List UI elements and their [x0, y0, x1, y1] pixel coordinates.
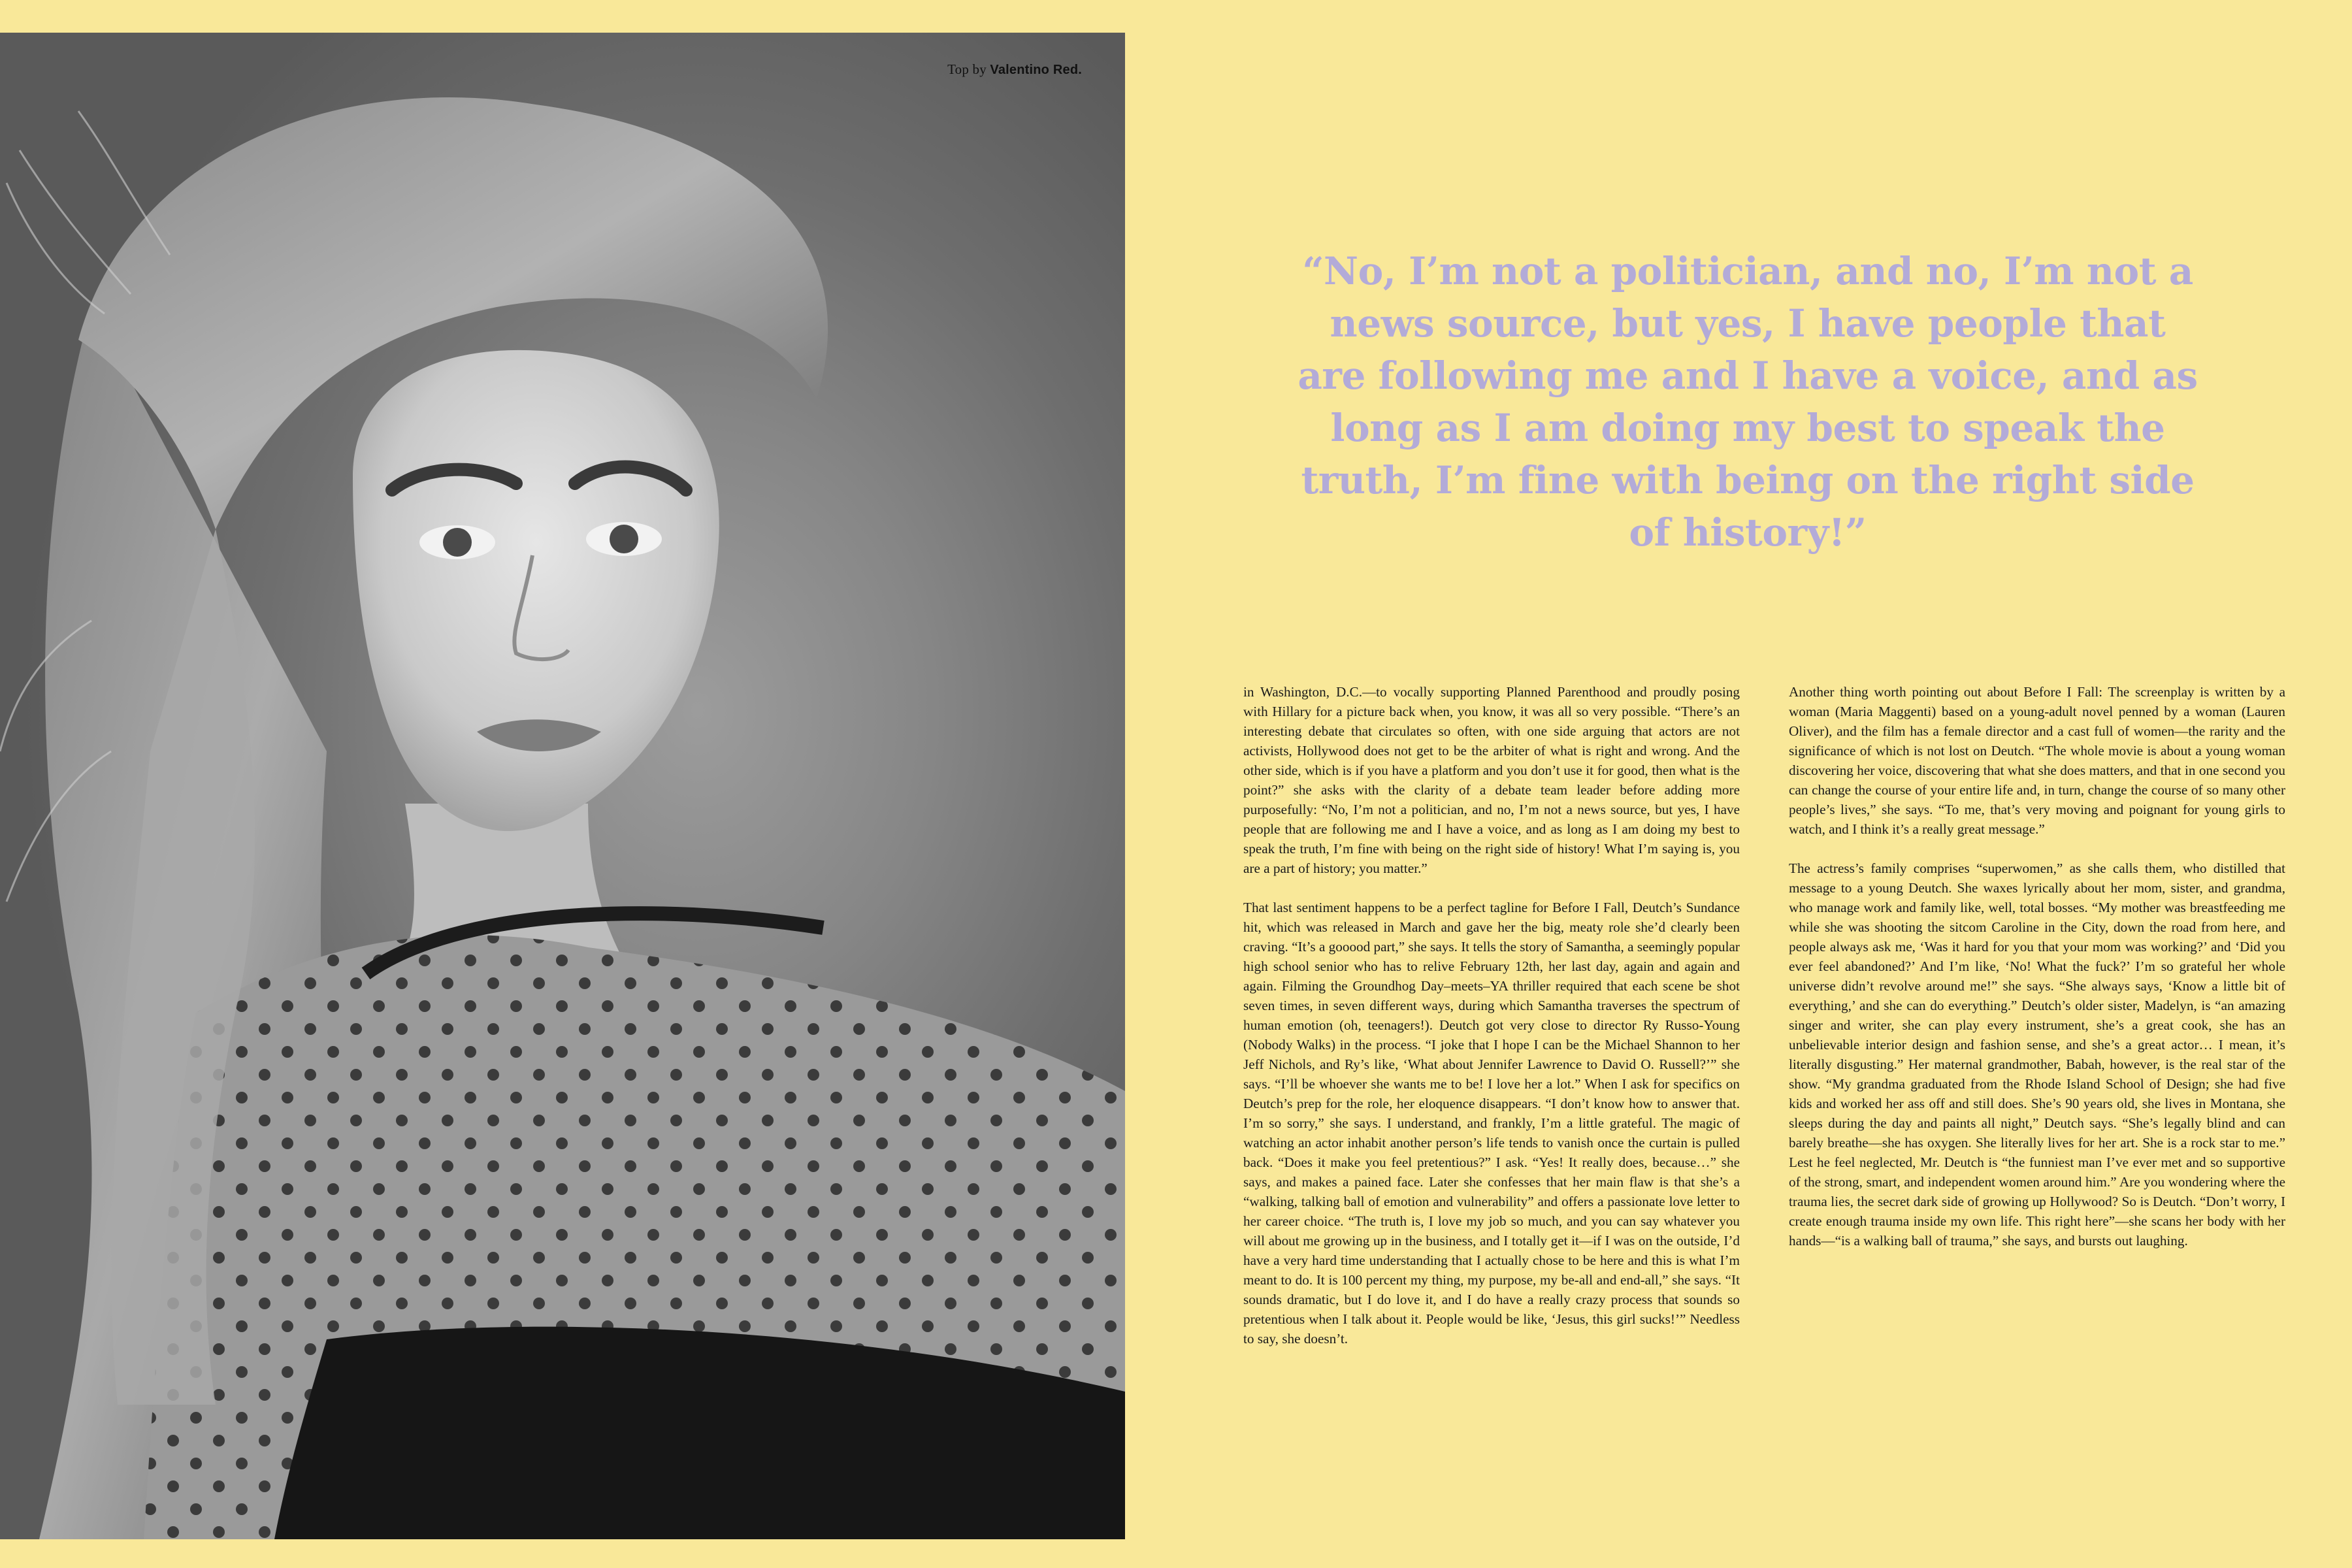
- photo-credit: [947, 61, 1082, 78]
- pull-quote: “No, I’m not a politician, and no, I’m not a news source, but yes, I have people that are following me and I have a voice, and as long as I am doing my best to speak the truth, I’m fine with being on the right side of history!”: [1298, 249, 2198, 555]
- portrait-photo: [0, 33, 1125, 1539]
- article-column-left: [1243, 682, 1740, 1368]
- paragraph: That last sentiment happens to be a perfect tagline for Before I Fall, Deutch’s Sundance hit, which was released in March and gave her the big, meaty role she’d clearly been craving. “It’s a gooood part,” she says. It tells the story of Samantha, a seemingly popular high school senior who has to relive February 12th, her last day, again and again and again. Filming the Groundhog Day–meets–YA thriller required that each scene be shot seven times, in seven different ways, during which Samantha traverses the spectrum of human emotion (oh, teenagers!). Deutch got very close to director Ry Russo-Young (Nobody Walks) in the process. “I joke that I hope I can be the Michael Shannon to her Jeff Nichols, and Ry’s like, ‘What about Jennifer Lawrence to David O. Russell?’” she says. “I’ll be whoever she wants me to be! I love her a lot.” When I ask for specifics on Deutch’s prep for the role, her eloquence disappears. “I don’t know how to answer that. I’m so sorry,” she says. I understand, and frankly, I’m a little grateful. The magic of watching an actor inhabit another person’s life tends to vanish once the curtain is pulled back. “Does it make you feel pretentious?” I ask. “Yes! It really does, because…” she says, and makes a pained face. Later she confesses that her main flaw is that she’s a “walking, talking ball of emotion and vulnerability” and offers a passionate love letter to her career choice. “The truth is, I love my job so much, and you can say whatever you will about me growing up in the business, and I totally get it—if I was on the outside, I’d have a very hard time understanding that I actually chose to be here and this is what I’m meant to do. It is 100 percent my thing, my purpose, my be-all and end-all,” she says. “It sounds dramatic, but I do love it, and I do have a really crazy process that sounds so pretentious when I talk about it. People would be like, ‘Jesus, this girl sucks!’” Needless to say, she doesn’t.: [1243, 900, 1740, 1347]
- face: [353, 350, 719, 831]
- credit-prefix: Top by: [947, 61, 987, 77]
- portrait-illustration: [0, 33, 1125, 1539]
- article-column-right: [1789, 682, 2285, 1270]
- paragraph: Another thing worth pointing out about Before I Fall: The screenplay is written by a woman (Maria Maggenti) based on a young-adult novel penned by a woman (Lauren Oliver), and the film has a female director and a cast full of women—the rarity and the significance of which is not lost on Deutch. “The whole movie is about a young woman discovering her voice, discovering that what she does matters, and that in one second you can change the course of your entire life and, in turn, change the course of so many other people’s lives,” she says. “To me, that’s very moving and poignant for young girls to watch, and I think it’s a really great message.”: [1789, 684, 2285, 837]
- paragraph: The actress’s family comprises “superwomen,” as she calls them, who distilled that message to a young Deutch. She waxes lyrically about her mom, sister, and grandma, who manage work and family like, well, total bosses. “My mother was breastfeeding me while she was shooting the sitcom Caroline in the City, down the road from here, and people always ask me, ‘Was it hard for you that your mom was working?’ and ‘Did you ever feel abandoned?’ And I’m like, ‘No! What the fuck?’ I’m so grateful her whole universe didn’t revolve around me!” she says. “She always says, ‘Know a little bit of everything,’ and she can do everything.” Deutch’s older sister, Madelyn, is “an amazing singer and writer, she can play every instrument, she’s a great cook, she has an unbelievable interior design and fashion sense, and she’s a great actor… I mean, it’s literally disgusting.” Her maternal grandmother, Babah, however, is the real star of the show. “My grandma graduated from the Rhode Island School of Design; she had five kids and worked her ass off and still does. She’s 90 years old, she lives in Montana, she sleeps during the day and paints all night,” Deutch says. “She’s legally blind and can barely breathe—she has oxygen. She literally lives for her art. She is a rock star to me.” Lest he feel neglected, Mr. Deutch is “the funniest man I’ve ever met and so supportive of the strong, smart, and independent women around him.” Are you wondering where the trauma lies, the secret dark side of growing up Hollywood? So is Deutch. “Don’t worry, I create enough trauma inside my own life. This right here”—she scans her body with her hands—“is a walking ball of trauma,” she says, and bursts out laughing.: [1789, 860, 2285, 1249]
- paragraph: in Washington, D.C.—to vocally supporting Planned Parenthood and proudly posing with Hillary for a picture back when, you know, it was all so very possible. “There’s an interesting debate that circulates so often, with one side arguing that actors are not activists, Hollywood does not get to be the arbiter of what is right and wrong. And the other side, which is if you have a platform and you don’t use it for good, then what is the point?” she asks with the clarity of a debate team leader before adding more purposefully: “No, I’m not a politician, and no, I’m not a news source, but yes, I have people that are following me and I have a voice, and as long as I am doing my best to speak the truth, I’m fine with being on the right side of history! What I’m saying is, you are a part of history; you matter.”: [1243, 684, 1740, 876]
- credit-brand: Valentino Red.: [990, 63, 1082, 77]
